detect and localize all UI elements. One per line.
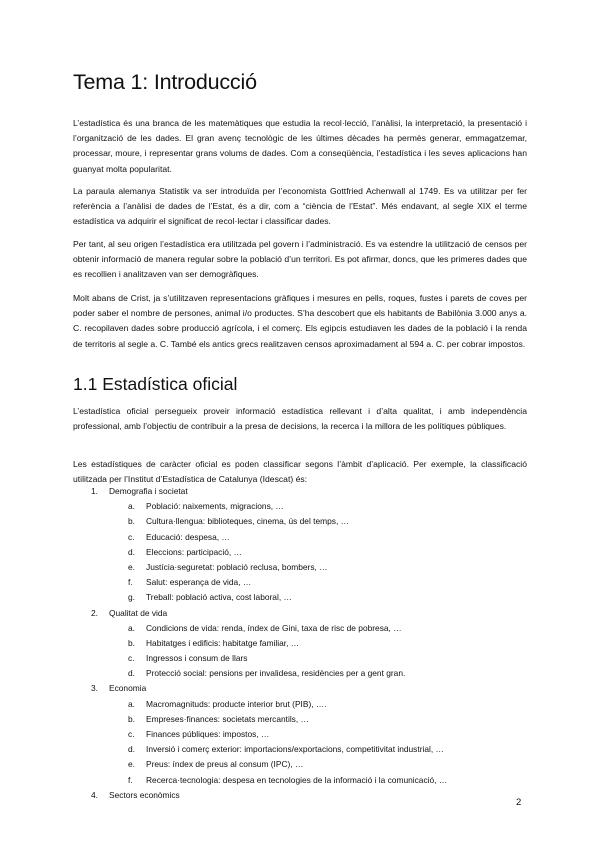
sub-list-item: d. Protecció social: pensions per invalidesa, residències per a gent gran.: [128, 668, 406, 679]
sub-list-item: a. Condicions de vida: renda, índex de Gini, taxa de risc de pobresa, …: [128, 622, 402, 633]
sub-list-item: b. Cultura·llengua: biblioteques, cinema, ús del temps, …: [128, 516, 349, 527]
classification-list: [73, 484, 527, 803]
sub-list-item: b. Habitatges i edificis: habitatge familiar, …: [128, 637, 300, 648]
sub-list-item: c. Ingressos i consum de llars: [128, 653, 248, 664]
section-title: 1.1 Estadística oficial: [73, 374, 238, 394]
sub-list-item: f. Recerca·tecnologia: despesa en tecnologies de la informació i la comunicació, …: [128, 774, 448, 785]
list-item-label: Qualitat de vida: [109, 607, 168, 618]
list-item-label: Demografia i societat: [109, 486, 188, 496]
sub-list-item: e. Justícia·seguretat: població reclusa, bombers, …: [128, 561, 328, 572]
sub-list-item: a. Macromagnituds: producte interior brut (PIB), ….: [128, 698, 327, 709]
intro-paragraph-2: La paraula alemanya Statistik va ser introduïda per l’economista Gottfried Achenwall al 1749. Es va utilitzar per fer referència a l’anàlisi de dades de l’Estat, és a dir, com a “ciència de l’Estat”. Més endavant, al segle XIX el terme estadística va adquirir el significat de recol·lectar i classificar dades.: [73, 186, 527, 227]
sub-list-item: c. Finances públiques: impostos, …: [128, 729, 270, 739]
intro-paragraph-1: L’estadística és una branca de les matemàtiques que estudia la recol·lecció, l’anàlisi, la interpretació, la presentació i l’organització de les dades. El gran avenç tecnològic de les últimes dècades ha permès generar, emmagatzemar, processar, moure, i representar grans volums de dades. Com a conseqüència, l’estadística i les seves aplicacions han guanyat molta popularitat.: [73, 118, 527, 174]
list-item: 2. Qualitat de vida: [73, 606, 527, 621]
list-item: 4. Sectors econòmics: [73, 788, 527, 803]
sub-list-item: d. Inversió i comerç exterior: importacions/exportacions, competitivitat industrial, …: [128, 744, 444, 755]
list-item-label: Sectors econòmics: [109, 789, 180, 800]
list-item-label: Economia: [109, 683, 147, 694]
sub-list-item: c. Educació: despesa, …: [128, 531, 230, 542]
section-paragraph-2: Les estadístiques de caràcter oficial es poden classificar segons l’àmbit d’aplicació. Per exemple, la classificació utilitzada per l’Institut d’Estadística de Catalunya (Idescat) és:: [73, 459, 527, 485]
page-number: 2: [516, 797, 522, 808]
sub-list-item: f. Salut: esperança de vida, …: [128, 577, 252, 588]
list-item: 1. Demografia i societat: [73, 484, 527, 499]
section-paragraph-1: L’estadística oficial persegueix proveir informació estadística rellevant i d’alta qualitat, i amb independència professional, amb l’objectiu de contribuir a la presa de decisions, la recerca i la millora de les polítiques públiques.: [73, 406, 527, 432]
sub-list-item: b. Empreses·finances: societats mercantils, …: [128, 713, 309, 724]
page-title: Tema 1: Introducció: [73, 70, 257, 94]
sub-list-item: g. Treball: població activa, cost laboral, …: [128, 592, 292, 603]
sub-list-item: d. Eleccions: participació, …: [128, 546, 242, 557]
list-item: 3. Economia: [73, 681, 527, 696]
intro-paragraph-3: Per tant, al seu origen l’estadística era utilitzada pel govern i l’administració. Es va estendre la utilització de censos per obtenir informació de manera regular sobre la població d’un territori. Es pot afirmar, doncs, que les primeres dades que es recollien i analitzaven van ser demogràfiques.: [73, 239, 527, 280]
sub-list-item: a. Població: naixements, migracions, …: [128, 501, 284, 512]
sub-list-item: e. Preus: índex de preus al consum (IPC), …: [128, 759, 304, 770]
intro-paragraph-4: Molt abans de Crist, ja s’utilitzaven representacions gràfiques i mesures en pells, roques, fustes i parets de coves per poder saber el nombre de persones, animal i/o productes. S’ha descobert que els habitants de Babilònia 3.000 anys a. C. recopilaven dades sobre producció agrícola, i el comerç. Els egipcis estudiaven les dades de la població i la renda de territoris al segle a. C. També els antics grecs realitzaven censos aproximadament al 594 a. C. per cobrar impostos.: [73, 293, 527, 349]
